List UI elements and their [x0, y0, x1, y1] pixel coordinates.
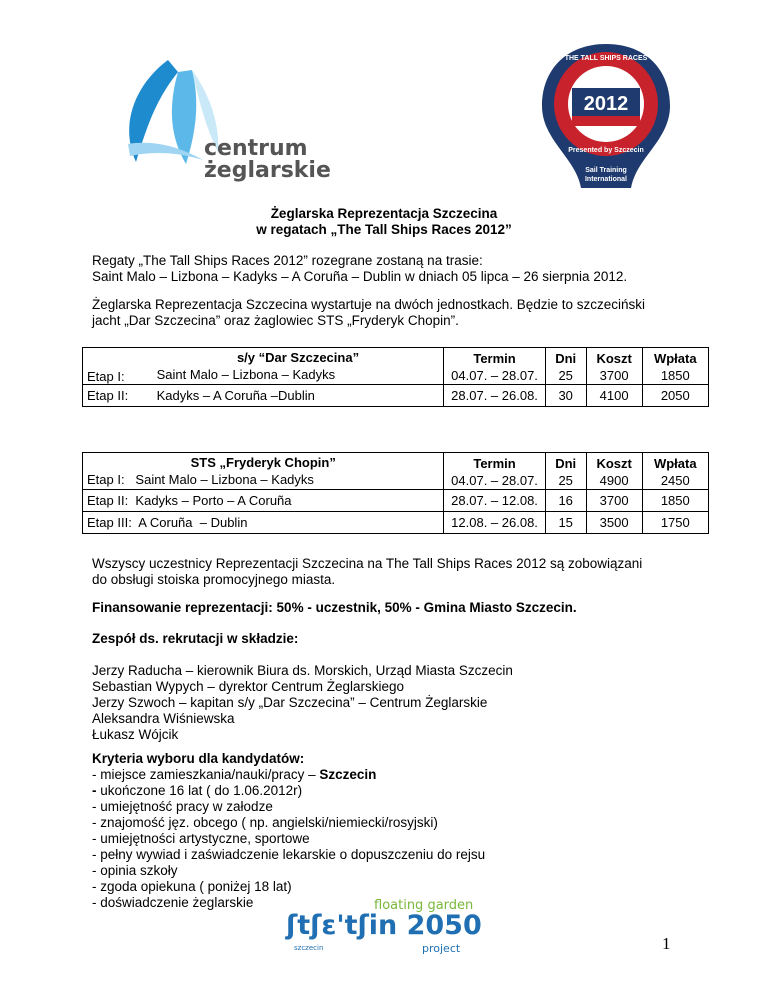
termin-value: 04.07. – 28.07.: [451, 368, 538, 383]
intro-line2: Saint Malo – Lizbona – Kadyks – A Coruña – Dublin w dniach 05 lipca – 26 sierpnia 2012.: [92, 269, 628, 284]
list-item: [92, 783, 712, 799]
koszt-value: 3700: [586, 490, 642, 512]
termin-value: 12.08. – 26.08.: [444, 512, 545, 534]
wplata-cell: [642, 348, 708, 385]
logo-text-line2: żeglarskie: [204, 158, 331, 183]
footer-logo-bottom: project: [422, 942, 461, 955]
koszt-cell: [586, 453, 642, 490]
logo-text-line1: centrum: [204, 136, 308, 161]
obligations-line1: Wszyscy uczestnicy Reprezentacji Szczecina na The Tall Ships Races 2012 są zobowiązani: [92, 556, 643, 571]
termin-value: 28.07. – 26.08.: [444, 385, 545, 407]
list-item: Sebastian Wypych – dyrektor Centrum Żeglarskiego: [92, 679, 405, 694]
list-item: Jerzy Raducha – kierownik Biura ds. Morskich, Urząd Miasta Szczecin: [92, 663, 513, 678]
dni-value: 16: [545, 490, 586, 512]
page-number: 1: [662, 934, 671, 953]
obligations-line2: do obsługi stoiska promocyjnego miasta.: [92, 572, 336, 587]
termin-cell: [444, 348, 545, 385]
koszt-value: 3500: [586, 512, 642, 534]
dni-value: 15: [545, 512, 586, 534]
document-title: [0, 206, 768, 238]
footer-logo-word: ʃtʃɛ'tʃin 2050: [286, 910, 482, 941]
route-text: Kadyks – A Coruña –Dublin: [153, 385, 444, 407]
termin-header: Termin: [473, 456, 516, 471]
wplata-value: 1850: [642, 490, 708, 512]
route-text: Etap II: Kadyks – Porto – A Coruña: [83, 490, 444, 512]
route-text: Etap III: A Coruña – Dublin: [83, 512, 444, 534]
dni-header: Dni: [555, 456, 577, 471]
footer-logo-city: szczecin: [294, 944, 324, 952]
wplata-value: 2050: [642, 385, 708, 407]
list-item: - doświadczenie żeglarskie: [92, 895, 254, 910]
route-text: Saint Malo – Lizbona – Kadyks: [156, 367, 336, 382]
badge-arc-top: THE TALL SHIPS RACES: [564, 55, 648, 62]
wplata-value: 1750: [642, 512, 708, 534]
dar-szczecina-table: [82, 347, 709, 407]
list-item: - umiejętności artystyczne, sportowe: [92, 831, 310, 846]
table-row: [83, 512, 709, 534]
dni-value: 25: [558, 368, 573, 383]
team-heading: Zespół ds. rekrutacji w składzie:: [92, 631, 299, 646]
badge-emblem-icon: [536, 40, 676, 190]
wplata-header: Wpłata: [653, 351, 697, 366]
footer-logo-top: floating garden: [374, 898, 474, 913]
table-row: [83, 348, 709, 385]
intro-paragraph: [92, 253, 712, 285]
wplata-value: 2450: [660, 473, 690, 488]
financing-line: Finansowanie reprezentacji: 50% - uczestnik, 50% - Gmina Miasto Szczecin.: [92, 600, 577, 615]
route-cell: [153, 348, 444, 385]
termin-value: 04.07. – 28.07.: [451, 473, 538, 488]
list-item: Jerzy Szwoch – kapitan s/y „Dar Szczecina” – Centrum Żeglarskie: [92, 695, 488, 710]
etap-column-cell: [83, 348, 153, 385]
dni-value: 25: [558, 473, 573, 488]
etap-label: Etap II:: [83, 385, 153, 407]
table-row: [83, 453, 709, 490]
badge-footer-line2: International: [584, 176, 628, 183]
badge-footer-line1: Sail Training: [585, 167, 627, 174]
list-item: [92, 767, 712, 783]
tall-ships-races-badge: [536, 40, 676, 190]
koszt-value: 4100: [586, 385, 642, 407]
wplata-cell: [642, 453, 708, 490]
criteria-section: [92, 751, 712, 911]
koszt-header: Koszt: [596, 456, 632, 471]
vessels-line2: jacht „Dar Szczecina” oraz żaglowiec STS „Fryderyk Chopin”.: [92, 313, 459, 328]
koszt-value: 3700: [599, 368, 629, 383]
list-item: - umiejętność pracy w załodze: [92, 799, 273, 814]
criteria-heading: Kryteria wyboru dla kandydatów:: [92, 751, 305, 766]
list-item: - pełny wywiad i zaświadczenie lekarskie o dopuszczeniu do rejsu: [92, 847, 486, 862]
team-members-list: [92, 663, 712, 743]
list-item: Łukasz Wójcik: [92, 727, 179, 742]
etap-label: Etap I:: [87, 369, 125, 384]
table-row: [83, 490, 709, 512]
list-item: - opinia szkoły: [92, 863, 178, 878]
obligations-paragraph: [92, 556, 712, 588]
wplata-value: 1850: [660, 368, 690, 383]
route-text: Etap I: Saint Malo – Lizbona – Kadyks: [87, 472, 314, 487]
vessels-line1: Żeglarska Reprezentacja Szczecina wystartuje na dwóch jednostkach. Będzie to szczeciński: [92, 297, 646, 312]
dni-header: Dni: [555, 351, 577, 366]
koszt-value: 4900: [599, 473, 629, 488]
criteria-item1-bold: Szczecin: [319, 767, 377, 782]
intro-line1: Regaty „The Tall Ships Races 2012” rozegrane zostaną na trasie:: [92, 253, 483, 268]
dni-value: 30: [545, 385, 586, 407]
dni-cell: [545, 348, 586, 385]
koszt-cell: [586, 348, 642, 385]
fryderyk-chopin-table: [82, 452, 709, 534]
dni-cell: [545, 453, 586, 490]
koszt-header: Koszt: [596, 351, 632, 366]
route-cell: [83, 453, 444, 490]
szczecin-2050-logo: [286, 896, 486, 956]
criteria-item1-prefix: - miejsce zamieszkania/nauki/pracy –: [92, 767, 320, 782]
table-row: [83, 385, 709, 407]
termin-cell: [444, 453, 545, 490]
vessel-name: s/y “Dar Szczecina”: [236, 350, 360, 365]
list-item: Aleksandra Wiśniewska: [92, 711, 235, 726]
termin-value: 28.07. – 12.08.: [444, 490, 545, 512]
badge-arc-bottom: Presented by Szczecin: [568, 147, 644, 154]
title-line2: w regatach „The Tall Ships Races 2012”: [256, 222, 512, 237]
vessels-paragraph: [92, 297, 712, 329]
list-item: - zgoda opiekuna ( poniżej 18 lat): [92, 879, 292, 894]
list-item: - znajomość jęz. obcego ( np. angielski/niemiecki/rosyjski): [92, 815, 438, 830]
badge-year: 2012: [583, 93, 629, 115]
wplata-header: Wpłata: [653, 456, 697, 471]
centrum-zeglarskie-logo: [108, 52, 331, 183]
criteria-item2-rest: ukończone 16 lat ( do 1.06.2012r): [100, 783, 303, 798]
termin-header: Termin: [473, 351, 516, 366]
title-line1: Żeglarska Reprezentacja Szczecina: [270, 206, 498, 221]
criteria-item2-prefix: -: [92, 783, 101, 798]
vessel-name: STS „Fryderyk Chopin”: [190, 455, 336, 470]
